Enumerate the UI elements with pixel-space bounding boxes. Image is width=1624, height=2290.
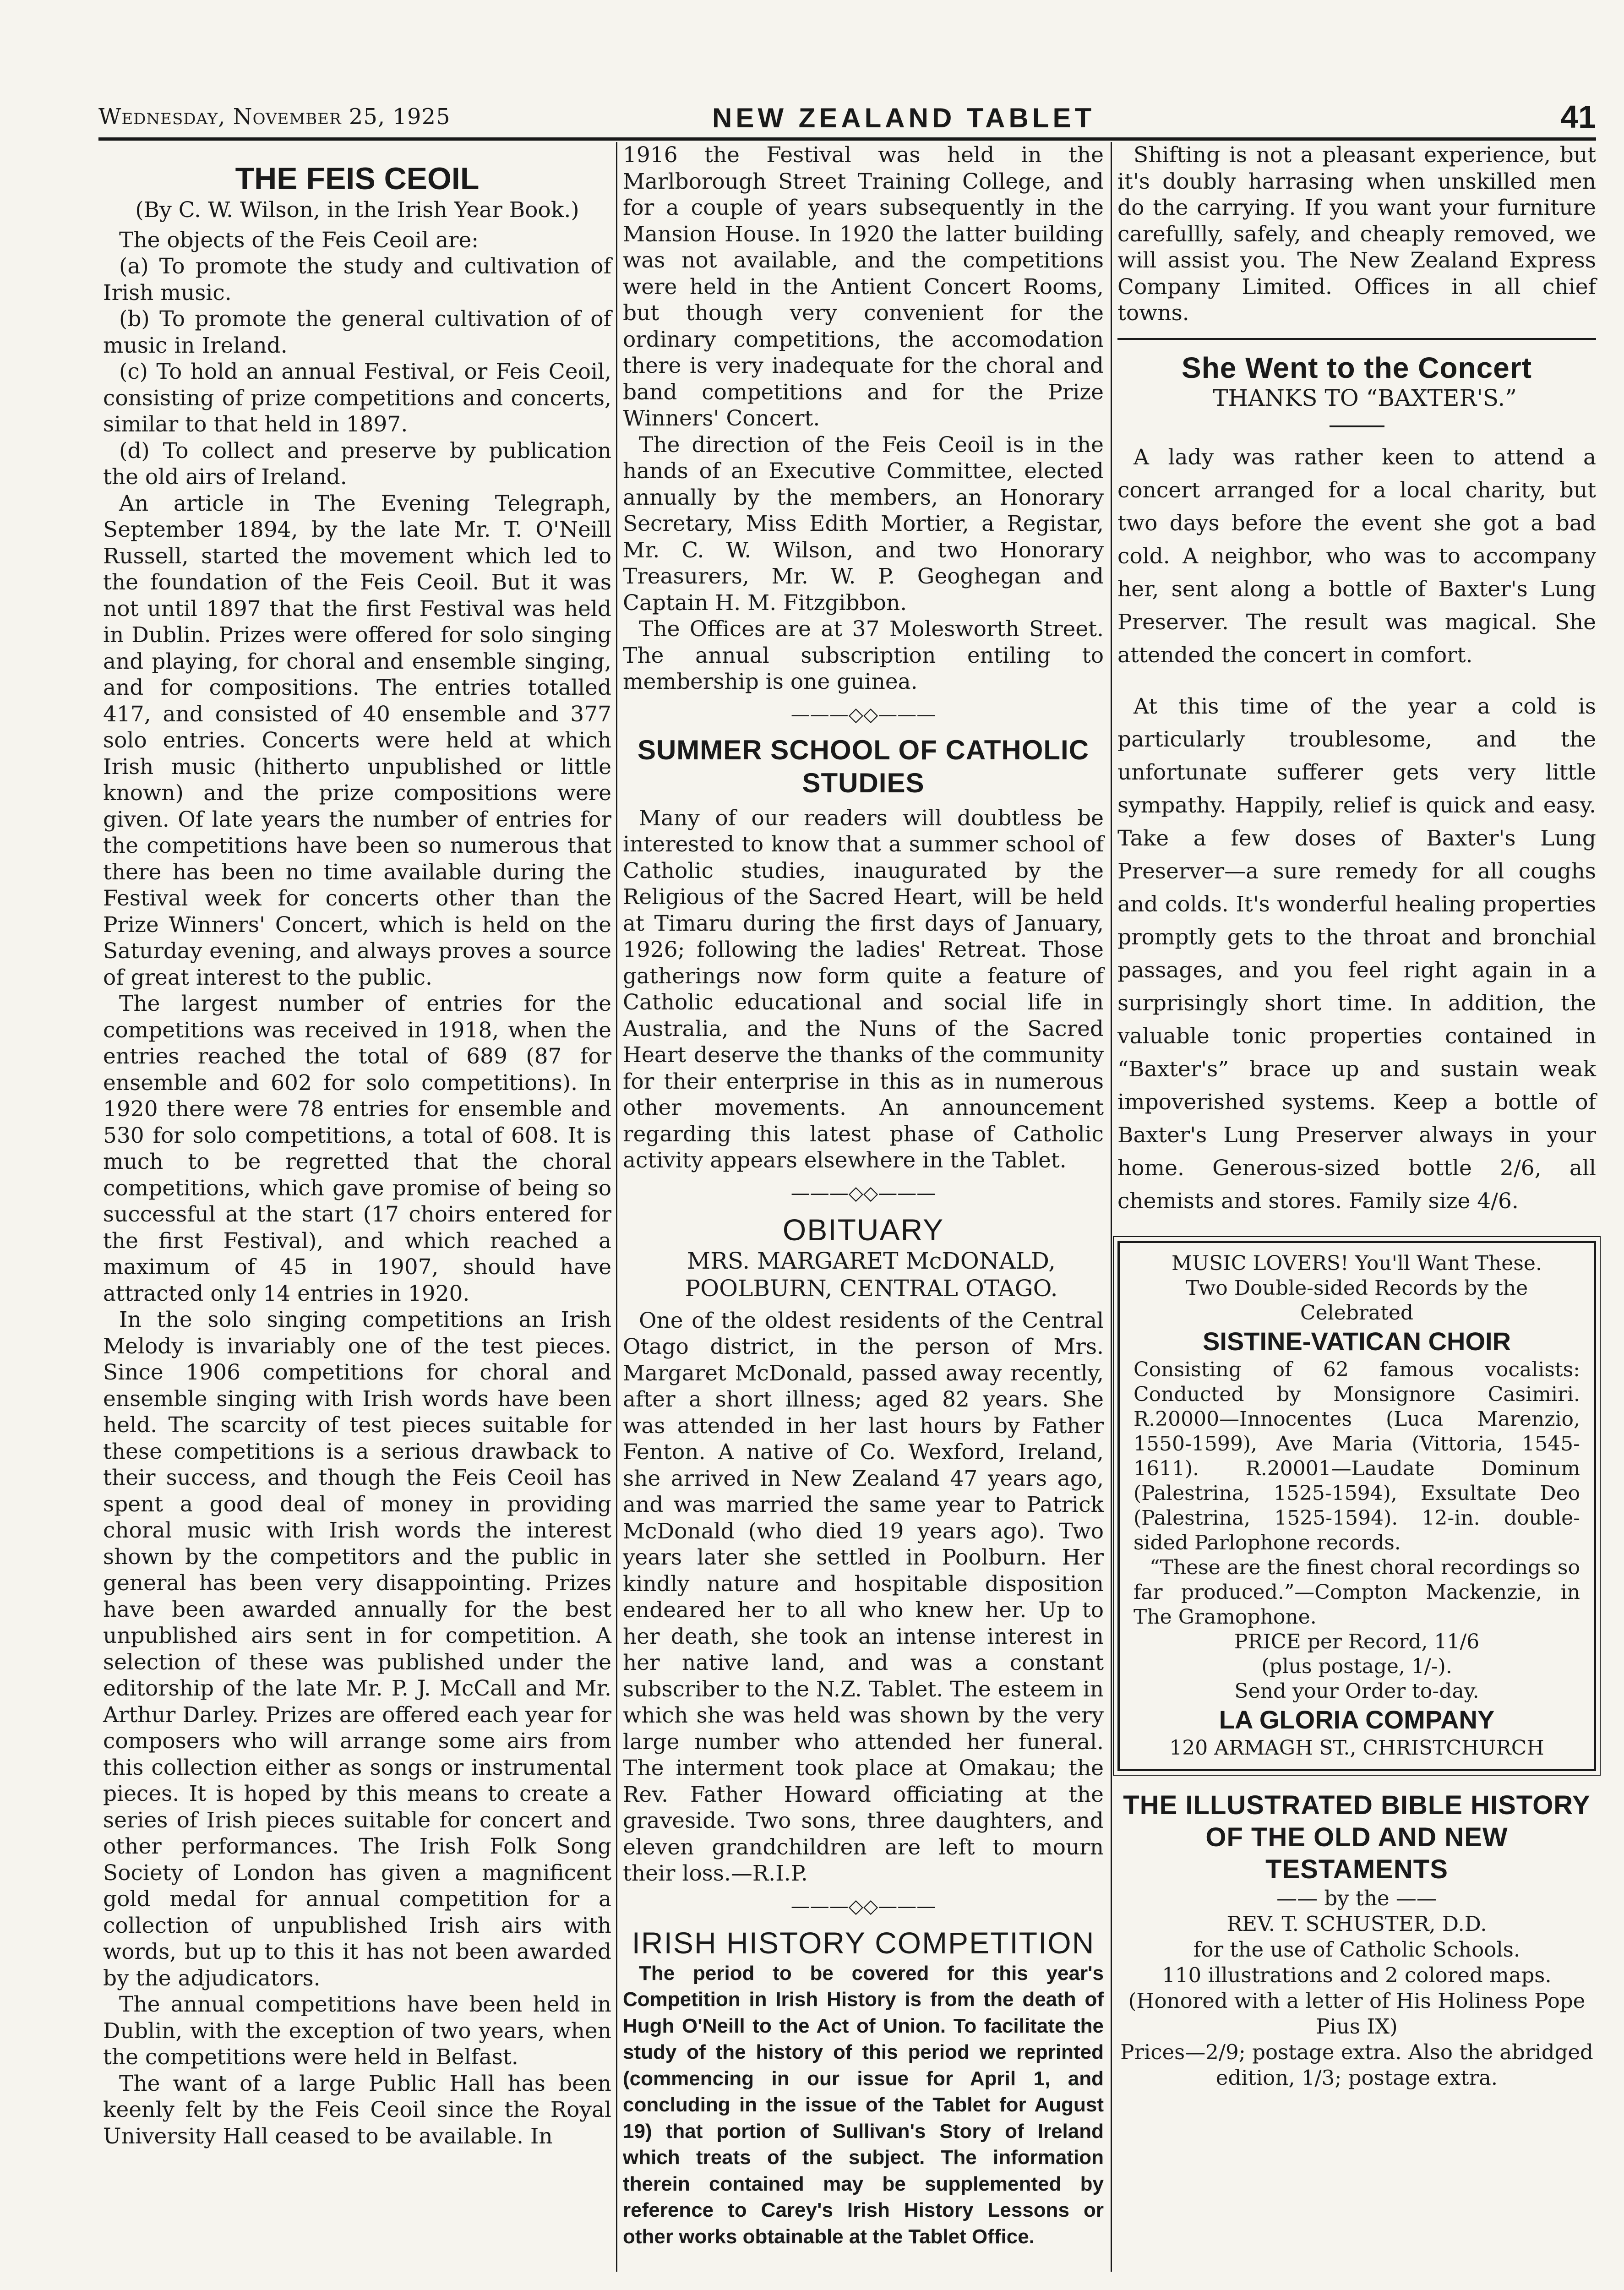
irish-history-title: IRISH HISTORY COMPETITION (632, 1925, 1095, 1960)
feis-paragraph: The objects of the Feis Ceoil are: (119, 227, 479, 253)
feis-paragraph: The largest number of entries for the competitions was received in 1918, when the entries reached the total of 689 (87 for ensemble and 602 for solo competitions). In 1920 there were 78 entries for ensemble and 530 for solo competitions, a total of 608. It is much to be regretted that the choral competitions, which gave promise of being so successful at the start (17 choirs entered for the first Festival), and which reached a maximum of 45 in 1907, should have attracted only 14 entries in 1920. (103, 991, 611, 1306)
feis-continued: The direction of the Feis Ceoil is in the hands of an Executive Committee, elected annually by the members, an Honorary Secretary, Miss Edith Mortier, a Registar, Mr. C. W. Wilson, and two Honorary Treasurers, Mr. W. P. Geoghegan and Captain H. M. Fitzgibbon. (623, 432, 1104, 616)
feis-paragraph: The want of a large Public Hall has been keenly felt by the Feis Ceoil since the Royal University Hall ceased to be available. In (103, 2071, 611, 2149)
music-ad-line: Two Double-sided Records by the Celebrated (1185, 1276, 1528, 1325)
column-divider (1111, 142, 1112, 2272)
feis-paragraph: (c) To hold an annual Festival, or Feis Ceoil, consisting of prize competitions and concerts, similar to that held in 1897. (103, 359, 611, 437)
feis-paragraph: (a) To promote the study and cultivation of Irish music. (103, 254, 611, 305)
feis-paragraph: (b) To promote the general cultivation of of music in Ireland. (103, 306, 611, 358)
music-ad-company: LA GLORIA COMPANY (1219, 1705, 1495, 1734)
divider (1330, 425, 1384, 427)
bible-by: —— by the —— (1276, 1886, 1437, 1910)
bible-prices: Prices—2/9; postage extra. Also the abridged edition, 1/3; postage extra. (1120, 2039, 1593, 2090)
music-ad-body: Consisting of 62 famous vocalists: Conducted by Monsignore Casimiri. R.20000—Innocentes (Luca Marenzio, 1550-1599), Ave Maria (Vittoria, 1545-1611). R.20001—Laudate Dominum (Palestrina, 1525-1594), Exsultate Deo (Palestrina, 1525-1594). 12-in. double-sided Parlophone records. (1134, 1358, 1580, 1554)
page-header (98, 94, 1596, 141)
column-divider (616, 142, 617, 2272)
section-ornament: ———◇◇——— (790, 1894, 936, 1917)
summer-school-body: Many of our readers will doubtless be interested to know that a summer school of Catholic studies, inaugurated by the Religious of the Sacred Heart, will be held at Timaru during the first days of January, 1926; following the ladies' Retreat. Those gatherings now form quite a feature of Catholic educational and social life in Australia, and the Nuns of the Sacred Heart deserve the thanks of the community for their enterprise in this as in numerous other movements. An announcement regarding this latest phase of Catholic activity appears elsewhere in the Tablet. (623, 805, 1104, 1173)
issue-date: Wednesday, November 25, 1925 (98, 104, 451, 130)
divider (1117, 338, 1596, 340)
bible-advertisement (1117, 1789, 1596, 2091)
page-number: 41 (1560, 99, 1596, 135)
obituary-body: One of the oldest residents of the Central Otago district, in the person of Mrs. Margaret McDonald, passed away recently, after a short illness; aged 82 years. She was attended in her last hours by Father Fenton. A native of Co. Wexford, Ireland, she arrived in New Zealand 47 years ago, and was married the same year to Patrick McDonald (who died 19 years ago). Two years later she settled in Poolburn. Her kindly nature and hospitable disposition endeared her to all who knew her. Up to her death, she took an intense interest in her native land, and was a constant subscriber to the N.Z. Tablet. The esteem in which she was held was shown by the very large number who attended her funeral. The interment took place at Omakau; the Rev. Father Howard officiating at the graveside. Two sons, three daughters, and eleven grandchildren are left to mourn their loss.—R.I.P. (623, 1308, 1104, 1886)
feis-continued: The Offices are at 37 Molesworth Street. The annual subscription entiling to membership is one guinea. (623, 616, 1104, 694)
column-3 (1117, 142, 1596, 2091)
feis-paragraph: An article in The Evening Telegraph, September 1894, by the late Mr. T. O'Neill Russell, started the movement which led to the foundation of the Feis Ceoil. But it was not until 1897 that the first Festival was held in Dublin. Prizes were offered for solo singing and playing, for choral and ensemble singing, and for compositions. The entries totalled 417, and consisted of 40 ensemble and 377 solo entries. Concerts were held at which Irish music (hitherto unpublished or little known) and the prize compositions were given. Of late years the number of entries for the competitions have been so numerous that there has been no time available during the Festival week for concerts other than the Prize Winners' Concert, which is held on the Saturday evening, and always proves a source of great interest to the public. (103, 491, 611, 990)
feis-continued: 1916 the Festival was held in the Marlborough Street Training College, and for a couple of years subsequently in the Mansion House. In 1920 the latter building was not available, and the competitions were held in the Antient Concert Rooms, but though very convenient for the ordinary competitions, the accomodation there is very inadequate for the choral and band competitions and for the Prize Winners' Concert. (623, 142, 1104, 431)
section-ornament: ———◇◇——— (790, 1181, 936, 1204)
bible-line: for the use of Catholic Schools. (1193, 1937, 1520, 1962)
music-ad-postage: (plus postage, 1/-). (1261, 1654, 1452, 1678)
music-ad-quote: “These are the finest choral recordings so far produced.”—Compton Mackenzie, in The Gramophone. (1134, 1555, 1580, 1629)
obituary-title: OBITUARY (782, 1212, 944, 1247)
baxter-title: She Went to the Concert (1182, 351, 1532, 384)
bible-title: THE ILLUSTRATED BIBLE HISTORY OF THE OLD AND NEW TESTAMENTS (1123, 1790, 1591, 1884)
irish-history-body: The period to be covered for this year's Competition in Irish History is from the death of Hugh O'Neill to the Act of Union. To facilitate the study of the history of this period we reprinted (commencing in our issue for April 1, and concluding in the issue of the Tablet for August 19) that portion of Sullivan's Story of Ireland which treats of the subject. The information therein contained may be supplemented by reference to Carey's Irish History Lessons or other works obtainable at the Tablet Office. (623, 1962, 1104, 2248)
feis-byline: (By C. W. Wilson, in the Irish Year Book.) (135, 197, 579, 223)
music-ad-headline: MUSIC LOVERS! You'll Want These. (1172, 1251, 1542, 1275)
music-ad-order: Send your Order to-day. (1234, 1679, 1479, 1703)
summer-school-title: SUMMER SCHOOL OF CATHOLIC STUDIES (637, 734, 1090, 798)
section-ornament: ———◇◇——— (790, 703, 936, 725)
column-1 (103, 142, 611, 2149)
baxter-paragraph: At this time of the year a cold is particularly troublesome, and the unfortunate sufferer gets very little sympathy. Happily, relief is quick and easy. Take a few doses of Baxter's Lung Preserver—a sure remedy for all coughs and colds. It's wonderful healing properties promptly gets to the throat and bronchial passages, and you feel right again in a surprisingly short time. In addition, the valuable tonic properties contained in “Baxter's” brace up and sustain weak impoverished systems. Keep a bottle of Baxter's Lung Preserver always in your home. Generous-sized bottle 2/6, all chemists and stores. Family size 4/6. (1117, 693, 1596, 1214)
column-2 (623, 142, 1104, 2250)
masthead-title: NEW ZEALAND TABLET (712, 103, 1095, 133)
feis-paragraph: (d) To collect and preserve by publication the old airs of Ireland. (103, 438, 611, 490)
feis-paragraph: The annual competitions have been held in Dublin, with the exception of two years, when the competitions were held in Belfast. (103, 1992, 611, 2070)
bible-author: REV. T. SCHUSTER, D.D. (1226, 1911, 1487, 1936)
bible-line: 110 illustrations and 2 colored maps. (1162, 1963, 1552, 1987)
music-advertisement (1117, 1241, 1596, 1771)
feis-paragraph: In the solo singing competitions an Irish Melody is invariably one of the test pieces. Since 1906 competitions for choral and ensemble singing with Irish words have been held. The scarcity of test pieces suitable for these competitions is a serious drawback to their success, and though the Feis Ceoil has spent a good deal of money in providing choral music with Irish words the interest shown by the competitors and the public in general has been very disappointing. Prizes have been awarded annually for the best unpublished airs sent in for competition. A selection of these was published under the editorship of the late Mr. P. J. McCall and Mr. Arthur Darley. Prizes are offered each year for composers who will arrange some airs from this collection either as songs or instrumental pieces. It is hoped by this means to create a series of Irish pieces suitable for concert and other performances. The Irish Folk Song Society of London has given a magnificent gold medal for annual competition for a collection of unpublished Irish airs with words, but up to this it has not been awarded by the adjudicators. (103, 1307, 611, 1991)
bible-line: (Honored with a letter of His Holiness Pope Pius IX) (1128, 1988, 1586, 2039)
music-ad-choir: SISTINE-VATICAN CHOIR (1202, 1326, 1511, 1356)
music-ad-price: PRICE per Record, 11/6 (1234, 1630, 1480, 1653)
baxter-subtitle: THANKS TO “BAXTER'S.” (1213, 384, 1517, 411)
obituary-subhead: POOLBURN, CENTRAL OTAGO. (685, 1275, 1058, 1302)
music-ad-address: 120 ARMAGH ST., CHRISTCHURCH (1169, 1736, 1544, 1760)
feis-title: THE FEIS CEOIL (235, 161, 480, 196)
express-body: Shifting is not a pleasant experience, but it's doubly harrasing when unskilled men do the carrying. If you want your furniture carefullly, safely, and cheaply removed, we will assist you. The New Zealand Express Company Limited. Offices in all chief towns. (1117, 142, 1596, 326)
baxter-paragraph: A lady was rather keen to attend a concert arranged for a local charity, but two days before the event she got a bad cold. A neighbor, who was to accompany her, sent along a bottle of Baxter's Lung Preserver. The result was magical. She attended the concert in comfort. (1117, 444, 1596, 668)
obituary-subhead: MRS. MARGARET McDONALD, (687, 1247, 1056, 1274)
